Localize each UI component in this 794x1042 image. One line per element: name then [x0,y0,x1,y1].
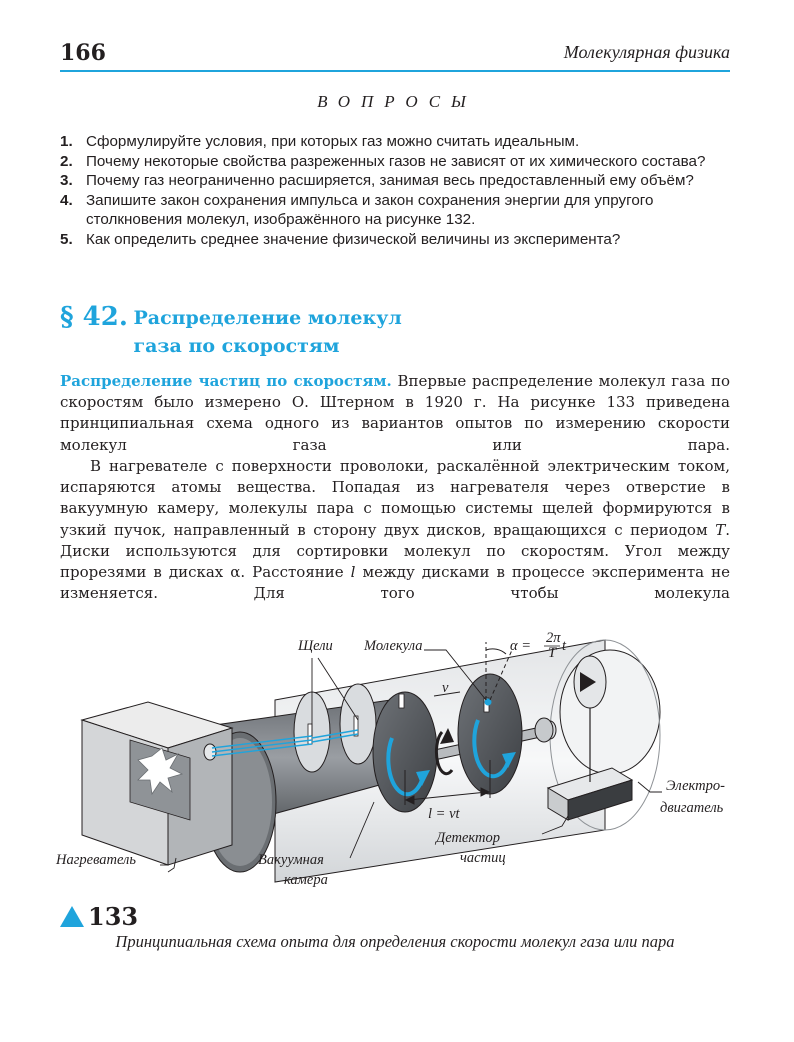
paragraph-text: между дисками в процессе эксперимента не изменяется. Для того чтобы молекула [60,563,730,603]
label-detector-line2: частиц [460,850,506,866]
section-title-text: Распределение молекул газа по скоростям [133,307,402,357]
question-item [60,132,730,152]
paragraph-2 [60,456,730,604]
label-distance: l = vt [428,806,460,822]
figure-number [60,902,138,931]
question-item [60,171,730,191]
paragraph-1 [60,371,730,456]
label-motor-line2: двигатель [660,800,724,816]
figure-caption: Принципиальная схема опыта для определения скорости молекул газа или пара [115,932,675,951]
label-molecule: Молекула [364,638,423,654]
alpha-numerator: 2π [546,630,561,646]
section-number: § 42. [60,302,128,332]
question-text: Почему некоторые свойства разреженных газов не зависят от их химического состава? [86,152,706,170]
question-text: Запишите закон сохранения импульса и закон сохранения энергии для упругого столкновения молекул, изображённого на рисунке 132. [86,191,654,228]
label-detector-line1: Детектор [436,830,500,846]
label-motor-line1: Электро- [666,778,725,794]
question-item [60,230,730,250]
figure-number-text: 133 [88,902,139,931]
label-velocity: v [442,680,449,696]
alpha-denominator: T [548,645,557,661]
question-item [60,152,730,172]
heater-box [82,702,232,865]
running-title: Молекулярная физика [563,42,730,62]
question-item [60,191,730,230]
label-heater: Нагреватель [56,852,136,868]
header-rule [60,70,730,72]
label-chamber-line1: Вакуумная [258,852,324,868]
triangle-icon [60,906,84,927]
alpha-lhs: α = [510,638,532,654]
alpha-t: t [562,638,567,654]
question-text: Как определить среднее значение физической величины из эксперимента? [86,230,621,248]
question-text: Сформулируйте условия, при которых газ можно считать идеальным. [86,133,580,150]
label-chamber-line2: камера [284,872,328,888]
paragraph-text: . Диски используются для сортировки молекул по скоростям. Угол между прорезями в дисках [60,520,730,582]
symbol-T: T [715,520,726,539]
question-number: 4. [60,191,73,209]
symbol-l: l [350,563,356,582]
paragraph-text: . Расстояние [240,563,351,582]
paragraph-lead: Распределение частиц по скоростям. [60,372,392,390]
paragraph-text: Впервые распределение молекул газа по скоростям было измерено О. Штерном в 1920 г. На рисунке 133 приведена принципиальная схема одного из вариантов опытов по измерению скорости молекул газа или пара. [60,372,730,454]
page-number: 166 [60,40,106,66]
question-number: 3. [60,172,73,189]
question-number: 5. [60,230,73,248]
questions-title: ВОПРОСЫ [317,92,477,111]
question-number: 1. [60,133,73,150]
symbol-alpha: α [230,563,241,582]
question-number: 2. [60,152,73,170]
question-text: Почему газ неограниченно расширяется, занимая весь предоставленный ему объём? [86,172,694,189]
section-title [60,302,730,360]
experiment-diagram [50,620,750,892]
paragraph-text: В нагревателе с поверхности проволоки, раскалённой электрическим током, испаряются атомы вещества. Попадая из нагревателя через отверстие в вакуумную камеру, молекулы пара с помощью системы щелей формируются в узкий пучок, направленный в сторону двух дисков, вращающихся с периодом [60,457,730,539]
questions-list [60,132,730,249]
label-slits: Щели [298,638,333,654]
